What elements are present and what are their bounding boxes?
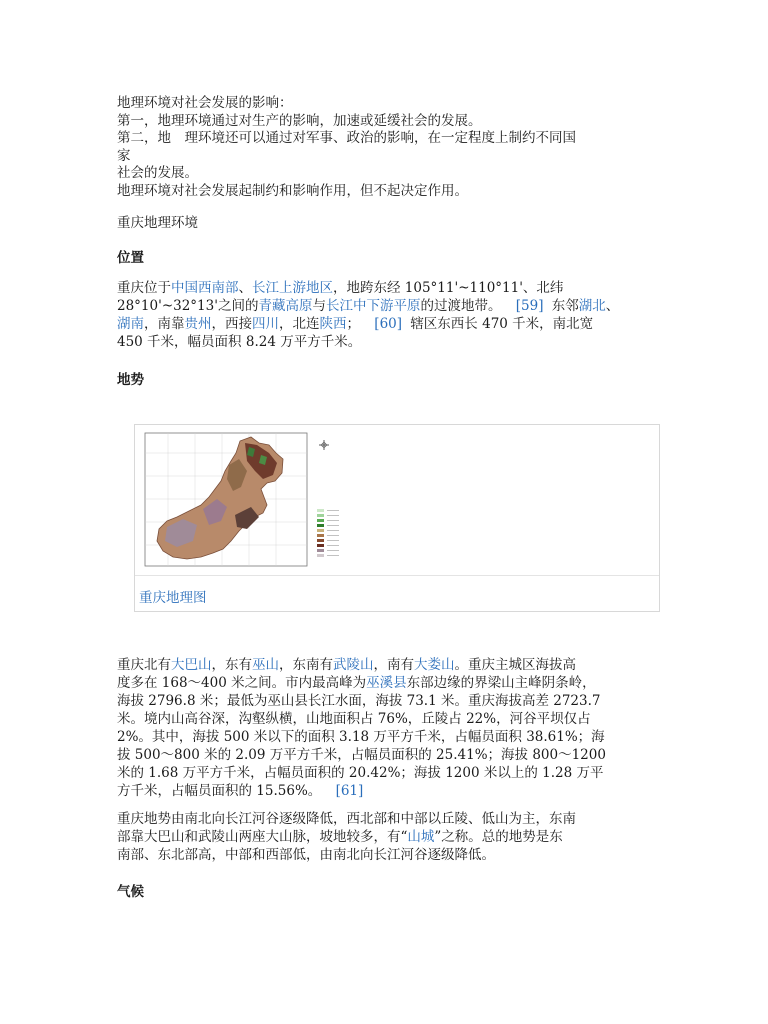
text-span: ，东有 [211, 657, 252, 673]
intro-block [117, 95, 657, 200]
text-span: 、 [605, 298, 620, 314]
text-span: ，南有 [373, 657, 414, 673]
link-dalou-mountain[interactable]: 大娄山 [414, 657, 455, 673]
intro-line: 第二，地 理环境还可以通过对军事、政治的影响，在一定程度上制约不同国 [117, 130, 576, 146]
citation-60[interactable]: [60] [374, 316, 403, 332]
link-shaanxi[interactable]: 陕西 [319, 316, 347, 332]
intro-line: 家 [117, 147, 131, 164]
text-span: 重庆北有 [117, 657, 171, 673]
text-span: ，南靠 [144, 316, 185, 332]
text-line: 米的 1.68 万平方千米，占幅员面积的 20.42%；海拔 1200 米以上的 1.28 万平 [117, 765, 604, 781]
text-span: 28°10'~32°13'之间的 [117, 298, 259, 314]
link-daba-mountain[interactable]: 大巴山 [171, 657, 212, 673]
figure-caption-link[interactable]: 重庆地理图 [139, 590, 207, 606]
link-qinghai-tibet-plateau[interactable]: 青藏高原 [258, 298, 313, 314]
text-span: ”之称。总的地势是东 [434, 829, 563, 845]
citation-59[interactable]: [59] [515, 298, 544, 314]
text-span: 辖区东西长 470 千米，南北宽 [410, 316, 594, 332]
terrain-summary-paragraph [117, 810, 662, 864]
text-line: 南部、东北部高，中部和西部低，由南北向长江河谷逐级降低。 [117, 847, 495, 863]
link-mountain-city[interactable]: 山城 [407, 829, 435, 845]
text-line: 450 千米，幅员面积 8.24 万平方千米。 [117, 334, 362, 350]
text-line: 拔 500～800 米的 2.09 万平方千米，占幅员面积的 25.41%；海拔 800～1200 [117, 747, 606, 763]
link-yangtze-plain[interactable]: 长江中下游平原 [325, 298, 421, 314]
link-southwest-china[interactable]: 中国西南部 [171, 280, 239, 296]
heading-climate: 气候 [117, 884, 144, 900]
text-span: 重庆位于 [117, 280, 171, 296]
citation-61[interactable]: [61] [335, 783, 364, 799]
text-span: 东邻 [551, 298, 579, 314]
heading-terrain: 地势 [117, 372, 144, 388]
link-wushan[interactable]: 巫山 [252, 657, 279, 673]
text-span: ，地跨东经 105°11'~110°11'、北纬 [333, 280, 564, 296]
text-line: 2%。其中，海拔 500 米以下的面积 3.18 万平方千米，占幅员面积 38.61%；海 [117, 729, 605, 745]
map-figure [134, 424, 660, 612]
intro-line: 地理环境对社会发展的影响： [117, 95, 293, 111]
text-span: 部靠大巴山和武陵山两座大山脉，坡地较多，有“ [117, 829, 408, 845]
text-line: 海拔 2796.8 米；最低为巫山县长江水面，海拔 73.1 米。重庆海拔高差 2723.7 [117, 693, 601, 709]
text-span: 方千米，占幅员面积的 15.56%。 [117, 783, 322, 799]
text-span: ； [346, 316, 360, 332]
intro-line: 社会的发展。 [117, 165, 198, 181]
text-span: ，北连 [279, 316, 320, 332]
section-title: 重庆地理环境 [117, 215, 198, 231]
location-paragraph [117, 279, 662, 351]
text-span: 与 [312, 298, 326, 314]
text-span: ，东南有 [279, 657, 333, 673]
link-hubei[interactable]: 湖北 [578, 298, 606, 314]
chongqing-map-image [143, 431, 649, 569]
link-guizhou[interactable]: 贵州 [184, 316, 212, 332]
text-span: 、 [238, 280, 252, 296]
intro-line: 第一，地理环境通过对生产的影响，加速或延缓社会的发展。 [117, 112, 482, 129]
text-span: 东部边缘的界梁山主峰阴条岭， [406, 675, 596, 691]
heading-location: 位置 [117, 250, 144, 266]
caption-divider [135, 575, 659, 576]
link-upper-yangtze[interactable]: 长江上游地区 [252, 280, 333, 296]
text-span: 。重庆主城区海拔高 [454, 657, 576, 673]
link-sichuan[interactable]: 四川 [252, 316, 279, 332]
intro-line: 地理环境对社会发展起制约和影响作用，但不起决定作用。 [117, 182, 468, 199]
link-wuxi-county[interactable]: 巫溪县 [366, 675, 407, 691]
text-span: 度多在 168～400 米之间。市内最高峰为 [117, 675, 367, 691]
text-line: 米。境内山高谷深，沟壑纵横，山地面积占 76%，丘陵占 22%，河谷平坝仅占 [117, 711, 591, 727]
text-line: 重庆地势由南北向长江河谷逐级降低，西北部和中部以丘陵、低山为主，东南 [117, 811, 576, 827]
link-wuling-mountain[interactable]: 武陵山 [333, 657, 374, 673]
text-span: ，西接 [211, 316, 252, 332]
text-span: 的过渡地带。 [420, 298, 502, 314]
link-hunan[interactable]: 湖南 [117, 316, 144, 332]
terrain-paragraph [117, 656, 662, 800]
